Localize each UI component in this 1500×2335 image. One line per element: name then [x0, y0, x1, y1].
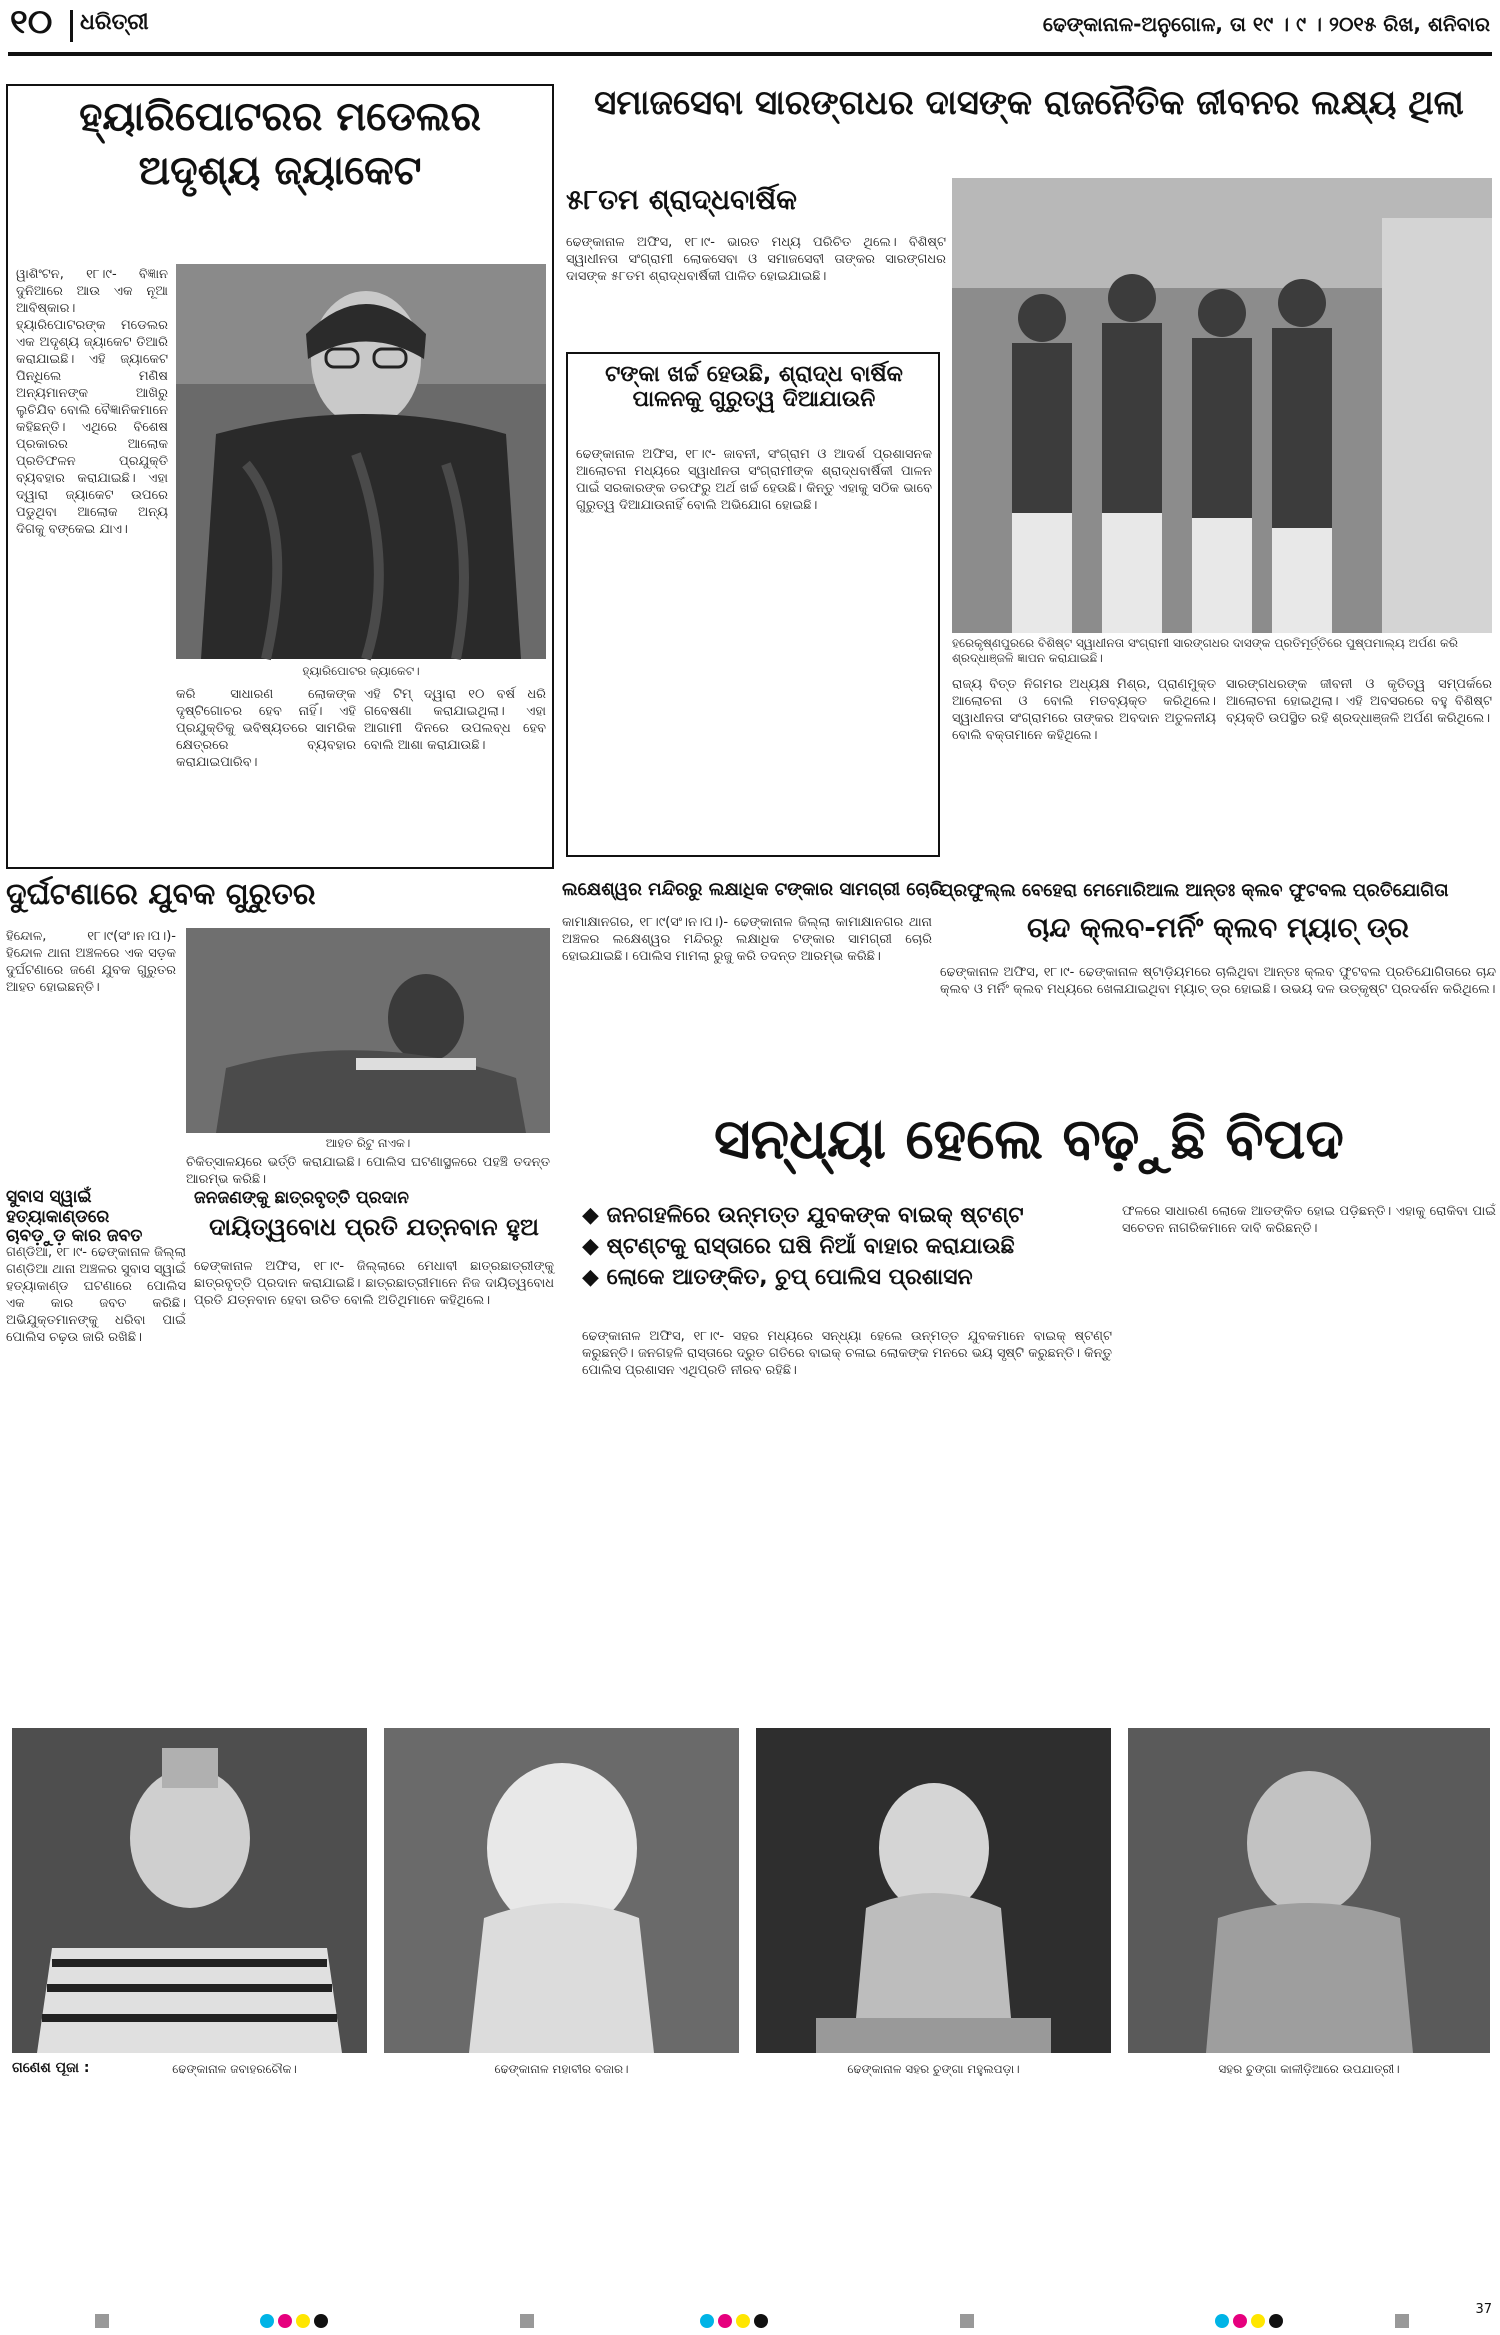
story-theft — [562, 878, 944, 1098]
gray-swatch — [95, 2314, 109, 2328]
cyan-dot — [700, 2314, 714, 2328]
story-scholarship — [194, 1188, 554, 1718]
yellow-dot — [1251, 2314, 1265, 2328]
yellow-dot — [296, 2314, 310, 2328]
body-text-2: ଫଳରେ ସାଧାରଣ ଲୋକେ ଆତଙ୍କିତ ହୋଇ ପଡ଼ିଛନ୍ତି। ଏହାକୁ ରୋକିବା ପାଇଁ ସଚେତନ ନାଗରିକମାନେ ଦାବି କରିଛନ୍ତି। — [1122, 1204, 1496, 1236]
body-text: ଢେଙ୍କାନାଳ ଅଫିସ, ୧୮।୯- ସହର ମଧ୍ୟରେ ସନ୍ଧ୍ୟା ହେଲେ ଉନ୍ମତ୍ତ ଯୁବକମାନେ ବାଇକ୍ ଷ୍ଟଣ୍ଟ କରୁଛନ୍ତି। ଜନଗହଳି ରାସ୍ତାରେ ଦ୍ରୁତ ଗତିରେ ବାଇକ୍ ଚଳାଇ ଲୋକଙ୍କ ମନରେ ଭୟ ସୃଷ୍ଟି କରୁଛନ୍ତି। କିନ୍ତୁ ପୋଲିସ ପ୍ରଶାସନ ଏଥିପ୍ରତି ନୀରବ ରହିଛି। — [582, 1329, 1112, 1378]
ganesh-photo-3 — [756, 1728, 1111, 2053]
headline — [8, 94, 552, 194]
header-divider — [70, 10, 73, 42]
black-dot — [1269, 2314, 1283, 2328]
injured-youth-image — [186, 928, 550, 1133]
headline: ଲକ୍ଷେଶ୍ୱର ମନ୍ଦିରରୁ ଲକ୍ଷାଧିକ ଟଙ୍କାର ସାମଗ୍ରୀ ଚୋରି — [562, 879, 944, 900]
print-marks — [0, 2300, 1500, 2335]
body-text-3: ସାରଙ୍ଗଧରଙ୍କ ଜୀବନୀ ଓ କୃତିତ୍ୱ ସମ୍ପର୍କରେ ଆଲୋଚନା ହୋଇଥିଲା। ଏହି ଅବସରରେ ବହୁ ବିଶିଷ୍ଟ ବ୍ୟକ୍ତି ଉପସ୍ଥିତ ରହି ଶ୍ରଦ୍ଧାଞ୍ଜଳି ଅର୍ପଣ କରିଥିଲେ। — [1226, 677, 1492, 726]
ganesh-caption-4: ସହର ଚୁଙ୍ଗା କାଳୀଡ଼ିଆରେ ଉପଯାତ୍ରୀ। — [1218, 2062, 1400, 2076]
photo-caption: ହ୍ୟାରିପୋଟର ଜ୍ୟାକେଟ। — [302, 664, 420, 678]
headline-line-2: ଚାବଡ଼ୁଡ଼ କାର ଜବତ — [6, 1226, 143, 1247]
photo-caption: ଆହତ ରିଟୁ ନାଏକ। — [325, 1136, 411, 1150]
harry-potter-photo — [176, 264, 546, 659]
headline: ଦୁର୍ଘଟଣାରେ ଯୁବକ ଗୁରୁତର — [6, 877, 316, 912]
inset-box — [566, 352, 940, 857]
inset-body: ଢେଙ୍କାନାଳ ଅଫିସ, ୧୮।୯- ଜାବନୀ, ସଂଗ୍ରାମ ଓ ଆଦର୍ଶ ପ୍ରଶାସନକ ଆଲୋଚନା ମଧ୍ୟରେ ସ୍ୱାଧୀନତା ସଂଗ୍ରାମୀଙ୍କ ଶ୍ରାଦ୍ଧବାର୍ଷିକୀ ପାଳନ ପାଇଁ ସରକାରଙ୍କ ତରଫରୁ ଅର୍ଥ ଖର୍ଚ୍ଚ ହେଉଛି। କିନ୍ତୁ ଏହାକୁ ସଠିକ ଭାବେ ଗୁରୁତ୍ୱ ଦିଆଯାଉନାହିଁ ବୋଲି ଅଭିଯୋଗ ହୋଇଛି। — [576, 447, 932, 513]
publication-name: ଧରିତ୍ରୀ — [80, 10, 149, 35]
cyan-dot — [1215, 2314, 1229, 2328]
ganesh-idol-image-1 — [12, 1728, 367, 2053]
black-dot — [754, 2314, 768, 2328]
injured-youth-photo — [186, 928, 550, 1133]
gray-swatch — [520, 2314, 534, 2328]
ganesh-idol-image-2 — [384, 1728, 739, 2053]
headline — [6, 1188, 186, 1247]
dateline: ଢେଙ୍କାନାଳ-ଅନୁଗୋଳ, ତା ୧୯ । ୯ । ୨୦୧୫ ରିଖ, ଶନିବାର — [1042, 12, 1490, 36]
ganesh-photo-4 — [1128, 1728, 1490, 2053]
body-text: କାମାକ୍ଷାନଗର, ୧୮।୯(ସଂ।ନ।ପ।)- ଢେଙ୍କାନାଳ ଜିଲ୍ଲା କାମାକ୍ଷାନଗର ଥାନା ଅଞ୍ଚଳର ଲକ୍ଷେଶ୍ୱର ମନ୍ଦିରରୁ ଲକ୍ଷାଧିକ ଟଙ୍କାର ସାମଗ୍ରୀ ଚୋରି ହୋଇଯାଇଛି। ପୋଲିସ ମାମଲା ରୁଜୁ କରି ତଦନ୍ତ ଆରମ୍ଭ କରିଛି। — [562, 915, 932, 964]
tribute-photo — [952, 178, 1492, 633]
yellow-dot — [736, 2314, 750, 2328]
inset-headline: ଟଙ୍କା ଖର୍ଚ୍ଚ ହେଉଛି, ଶ୍ରାଦ୍ଧ ବାର୍ଷିକ ପାଳନକୁ ଗୁରୁତ୍ୱ ଦିଆଯାଉନି — [605, 362, 903, 413]
body-text: ଗଣ୍ଡିଆ, ୧୮।୯- ଢେଙ୍କାନାଳ ଜିଲ୍ଲା ଗଣ୍ଡିଆ ଥାନା ଅଞ୍ଚଳର ସୁବାସ ସ୍ୱାଇଁ ହତ୍ୟାକାଣ୍ଡ ଘଟଣାରେ ପୋଲିସ ଏକ କାର ଜବତ କରିଛି। ଅଭିଯୁକ୍ତମାନଙ୍କୁ ଧରିବା ପାଇଁ ପୋଲିସ ଚଢ଼ଉ ଜାରି ରଖିଛି। — [6, 1245, 186, 1345]
cyan-dot — [260, 2314, 274, 2328]
photo-caption: ହରେକୃଷ୍ଣପୁରରେ ବିଶିଷ୍ଟ ସ୍ୱାଧୀନତା ସଂଗ୍ରାମୀ ସାରଙ୍ଗଧର ଦାସଙ୍କ ପ୍ରତିମୂର୍ତ୍ତିରେ ପୁଷ୍ପମାଲ୍ୟ ଅର୍ପଣ କରି ଶ୍ରଦ୍ଧାଞ୍ଜଳି ଜ୍ଞାପନ କରାଯାଇଛି। — [952, 636, 1458, 665]
story-evening-danger — [562, 1108, 1496, 1713]
magenta-dot — [718, 2314, 732, 2328]
body-text: ୱାଶିଂଟନ, ୧୮।୯- ବିଜ୍ଞାନ ଦୁନିଆରେ ଆଉ ଏକ ନୂଆ ଆବିଷ୍କାର। ହ୍ୟାରିପୋଟରଙ୍କ ମଡେଲର ଏକ ଅଦୃଶ୍ୟ ଜ୍ୟାକେଟ ତିଆରି କରାଯାଇଛି। ଏହି ଜ୍ୟାକେଟ ପିନ୍ଧିଲେ ମଣିଷ ଅନ୍ୟମାନଙ୍କ ଆଖିରୁ ଲୁଚିଯିବ ବୋଲି ବୈଜ୍ଞାନିକମାନେ କହିଛନ୍ତି। ଏଥିରେ ବିଶେଷ ପ୍ରକାରର ଆଲୋକ ପ୍ରତିଫଳନ ପ୍ରଯୁକ୍ତି ବ୍ୟବହାର କରାଯାଇଛି। ଏହା ଦ୍ୱାରା ଜ୍ୟାକେଟ ଉପରେ ପଡୁଥିବା ଆଲୋକ ଅନ୍ୟ ଦିଗକୁ ବଙ୍କେଇ ଯାଏ। — [16, 267, 168, 537]
bullet-text: ଜନଗହଳିରେ ଉନ୍ମତ୍ତ ଯୁବକଙ୍କ ବାଇକ୍ ଷ୍ଟଣ୍ଟ — [606, 1203, 1024, 1228]
ganesh-photo-strip — [12, 1728, 1490, 2088]
story-accident — [6, 877, 554, 1187]
bullet-text: ଲୋକେ ଆତଙ୍କିତ, ଚୁପ୍ ପୋଲିସ ପ୍ରଶାସନ — [606, 1265, 973, 1290]
magenta-dot — [278, 2314, 292, 2328]
headline: ସମାଜସେବା ସାରଙ୍ଗଧର ଦାସଙ୍କ ରାଜନୈତିକ ଜୀବନର ଲକ୍ଷ୍ୟ ଥିଲା — [594, 83, 1464, 123]
harry-potter-image — [176, 264, 546, 659]
body-text: ହିନ୍ଦୋଳ, ୧୮।୯(ସଂ।ନ।ପ।)- ହିନ୍ଦୋଳ ଥାନା ଅଞ୍ଚଳରେ ଏକ ସଡ଼କ ଦୁର୍ଘଟଣାରେ ଜଣେ ଯୁବକ ଗୁରୁତର ଆହତ ହୋଇଛନ୍ତି। — [6, 929, 176, 995]
ganesh-label: ଗଣେଶ ପୂଜା : — [12, 2060, 90, 2076]
body-text: ଢେଙ୍କାନାଳ ଅଫିସ, ୧୮।୯- ଜିଲ୍ଲାରେ ମେଧାବୀ ଛାତ୍ରଛାତ୍ରୀଙ୍କୁ ଛାତ୍ରବୃତ୍ତି ପ୍ରଦାନ କରାଯାଇଛି। ଛାତ୍ରଛାତ୍ରୀମାନେ ନିଜ ଦାୟିତ୍ୱବୋଧ ପ୍ରତି ଯତ୍ନବାନ ହେବା ଉଚିତ ବୋଲି ଅତିଥିମାନେ କହିଥିଲେ। — [194, 1259, 554, 1308]
print-page-number: 37 — [1475, 2302, 1492, 2317]
page-header — [0, 0, 1500, 58]
ganesh-caption-1: ଢେଙ୍କାନାଳ ଜବାହରଚୌକ। — [172, 2062, 297, 2076]
ganesh-caption-3: ଢେଙ୍କାନାଳ ସହର ଚୁଙ୍ଗା ମହୁଲପଡ଼ା। — [847, 2062, 1020, 2076]
magenta-dot — [1233, 2314, 1247, 2328]
kicker: ଜନଜଣଙ୍କୁ ଛାତ୍ରବୃତ୍ତି ପ୍ରଦାନ — [194, 1188, 409, 1208]
body-text-2: କରି ସାଧାରଣ ଲୋକଙ୍କ ଦୃଷ୍ଟିଗୋଚର ହେବ ନାହିଁ। ଏହି ପ୍ରଯୁକ୍ତିକୁ ଭବିଷ୍ୟତରେ ସାମରିକ କ୍ଷେତ୍ରରେ ବ୍ୟବହାର କରାଯାଇପାରିବ। — [176, 687, 356, 770]
headline: ଦାୟିତ୍ୱବୋଧ ପ୍ରତି ଯତ୍ନବାନ ହୁଅ — [209, 1213, 539, 1241]
headline-line-1: ସୁବାସ ସ୍ୱାଇଁ ହତ୍ୟାକାଣ୍ଡରେ — [6, 1187, 110, 1227]
tribute-image — [952, 178, 1492, 633]
body-text: ଢେଙ୍କାନାଳ ଅଫିସ, ୧୮।୯- ଭାରତ ମଧ୍ୟ ପରିଚିତ ଥିଲେ। ବିଶିଷ୍ଟ ସ୍ୱାଧୀନତା ସଂଗ୍ରାମୀ ଲୋକସେବା ଓ ସମାଜସେବୀ ତାଙ୍କର ସାରଙ୍ଗଧର ଦାସଙ୍କ ୫୮ତମ ଶ୍ରାଦ୍ଧବାର୍ଷିକୀ ପାଳିତ ହୋଇଯାଇଛି। — [566, 235, 946, 284]
story-harry-potter — [6, 84, 554, 869]
story-samaj-seba — [562, 84, 1496, 869]
headline: ଚାନ୍ଦ କ୍ଲବ-ମର୍ନିଂ କ୍ଲବ ମ୍ୟାଚ୍ ଡ୍ର — [1026, 911, 1410, 944]
ganesh-idol-image-3 — [756, 1728, 1111, 2053]
gray-swatch — [960, 2314, 974, 2328]
page-number: ୧୦ — [10, 2, 53, 42]
bullet-item: ◆ ଷ୍ଟଣ୍ଟକୁ ରାସ୍ତାରେ ଘଷି ନିଆଁ ବାହାର କରାଯାଉଛି — [582, 1234, 1015, 1259]
ganesh-photo-2 — [384, 1728, 739, 2053]
bullet-text: ଷ୍ଟଣ୍ଟକୁ ରାସ୍ତାରେ ଘଷି ନିଆଁ ବାହାର କରାଯାଉଛି — [606, 1234, 1015, 1259]
ganesh-caption-2: ଢେଙ୍କାନାଳ ମହାବୀର ବଜାର। — [494, 2062, 629, 2076]
ganesh-idol-image-4 — [1128, 1728, 1490, 2053]
header-rule — [8, 52, 1492, 56]
body-text-2: ଚିକିତ୍ସାଳୟରେ ଭର୍ତ୍ତି କରାଯାଇଛି। ପୋଲିସ ଘଟଣାସ୍ଥଳରେ ପହଞ୍ଚି ତଦନ୍ତ ଆରମ୍ଭ କରିଛି। — [186, 1155, 550, 1187]
bullet-list — [582, 1203, 1142, 1290]
body-text-2: ରାଜ୍ୟ ବିତ୍ତ ନିଗମର ଅଧ୍ୟକ୍ଷ ମିଶ୍ର, ପ୍ରାଣମୁକ୍ତ ଆଲୋଚନା ଓ ବୋଲି ମତବ୍ୟକ୍ତ କରିଥିଲେ। ସ୍ୱାଧୀନତା ସଂଗ୍ରାମରେ ତାଙ୍କର ଅବଦାନ ଅତୁଳନୀୟ ବୋଲି ବକ୍ତାମାନେ କହିଥିଲେ। — [952, 677, 1216, 743]
black-dot — [314, 2314, 328, 2328]
headline-line-1: ହ୍ୟାରିପୋଟରର ମଡେଲର — [79, 94, 481, 140]
body-text-3: ଏହି ଟିମ୍ ଦ୍ୱାରା ୧୦ ବର୍ଷ ଧରି ଗବେଷଣା କରାଯାଇଥିଲା। ଏହା ଆଗାମୀ ଦିନରେ ଉପଲବ୍ଧ ହେବ ବୋଲି ଆଶା କରାଯାଉଛି। — [364, 687, 546, 753]
bullet-item: ◆ ଜନଗହଳିରେ ଉନ୍ମତ୍ତ ଯୁବକଙ୍କ ବାଇକ୍ ଷ୍ଟଣ୍ଟ — [582, 1203, 1024, 1228]
story-football — [940, 878, 1496, 1098]
ganesh-photo-1 — [12, 1728, 367, 2053]
headline: ସନ୍ଧ୍ୟା ହେଲେ ବଢ଼ୁଛି ବିପଦ — [714, 1107, 1344, 1172]
kicker: ପ୍ରଫୁଲ୍ଲ ବେହେରା ମେମୋରିଆଲ ଆନ୍ତଃ କ୍ଲବ ଫୁଟବଲ ପ୍ରତିଯୋଗିତା — [940, 880, 1449, 901]
body-text: ଢେଙ୍କାନାଳ ଅଫିସ, ୧୮।୯- ଢେଙ୍କାନାଳ ଷ୍ଟାଡ଼ିୟମରେ ଚାଲିଥିବା ଆନ୍ତଃ କ୍ଲବ ଫୁଟବଲ ପ୍ରତିଯୋଗିତାରେ ଚାନ୍ଦ କ୍ଲବ ଓ ମର୍ନିଂ କ୍ଲବ ମଧ୍ୟରେ ଖେଳାଯାଇଥିବା ମ୍ୟାଚ୍ ଡ୍ର ହୋଇଛି। ଉଭୟ ଦଳ ଉତ୍କୃଷ୍ଟ ପ୍ରଦର୍ଶନ କରିଥିଲେ। — [940, 965, 1496, 997]
subheadline: ୫୮ତମ ଶ୍ରାଦ୍ଧବାର୍ଷିକ — [566, 183, 797, 216]
bullet-item: ◆ ଲୋକେ ଆତଙ୍କିତ, ଚୁପ୍ ପୋଲିସ ପ୍ରଶାସନ — [582, 1265, 973, 1290]
gray-swatch — [1395, 2314, 1409, 2328]
headline-line-2: ଅଦୃଶ୍ୟ ଜ୍ୟାକେଟ — [138, 148, 422, 194]
story-subash — [6, 1188, 186, 1718]
